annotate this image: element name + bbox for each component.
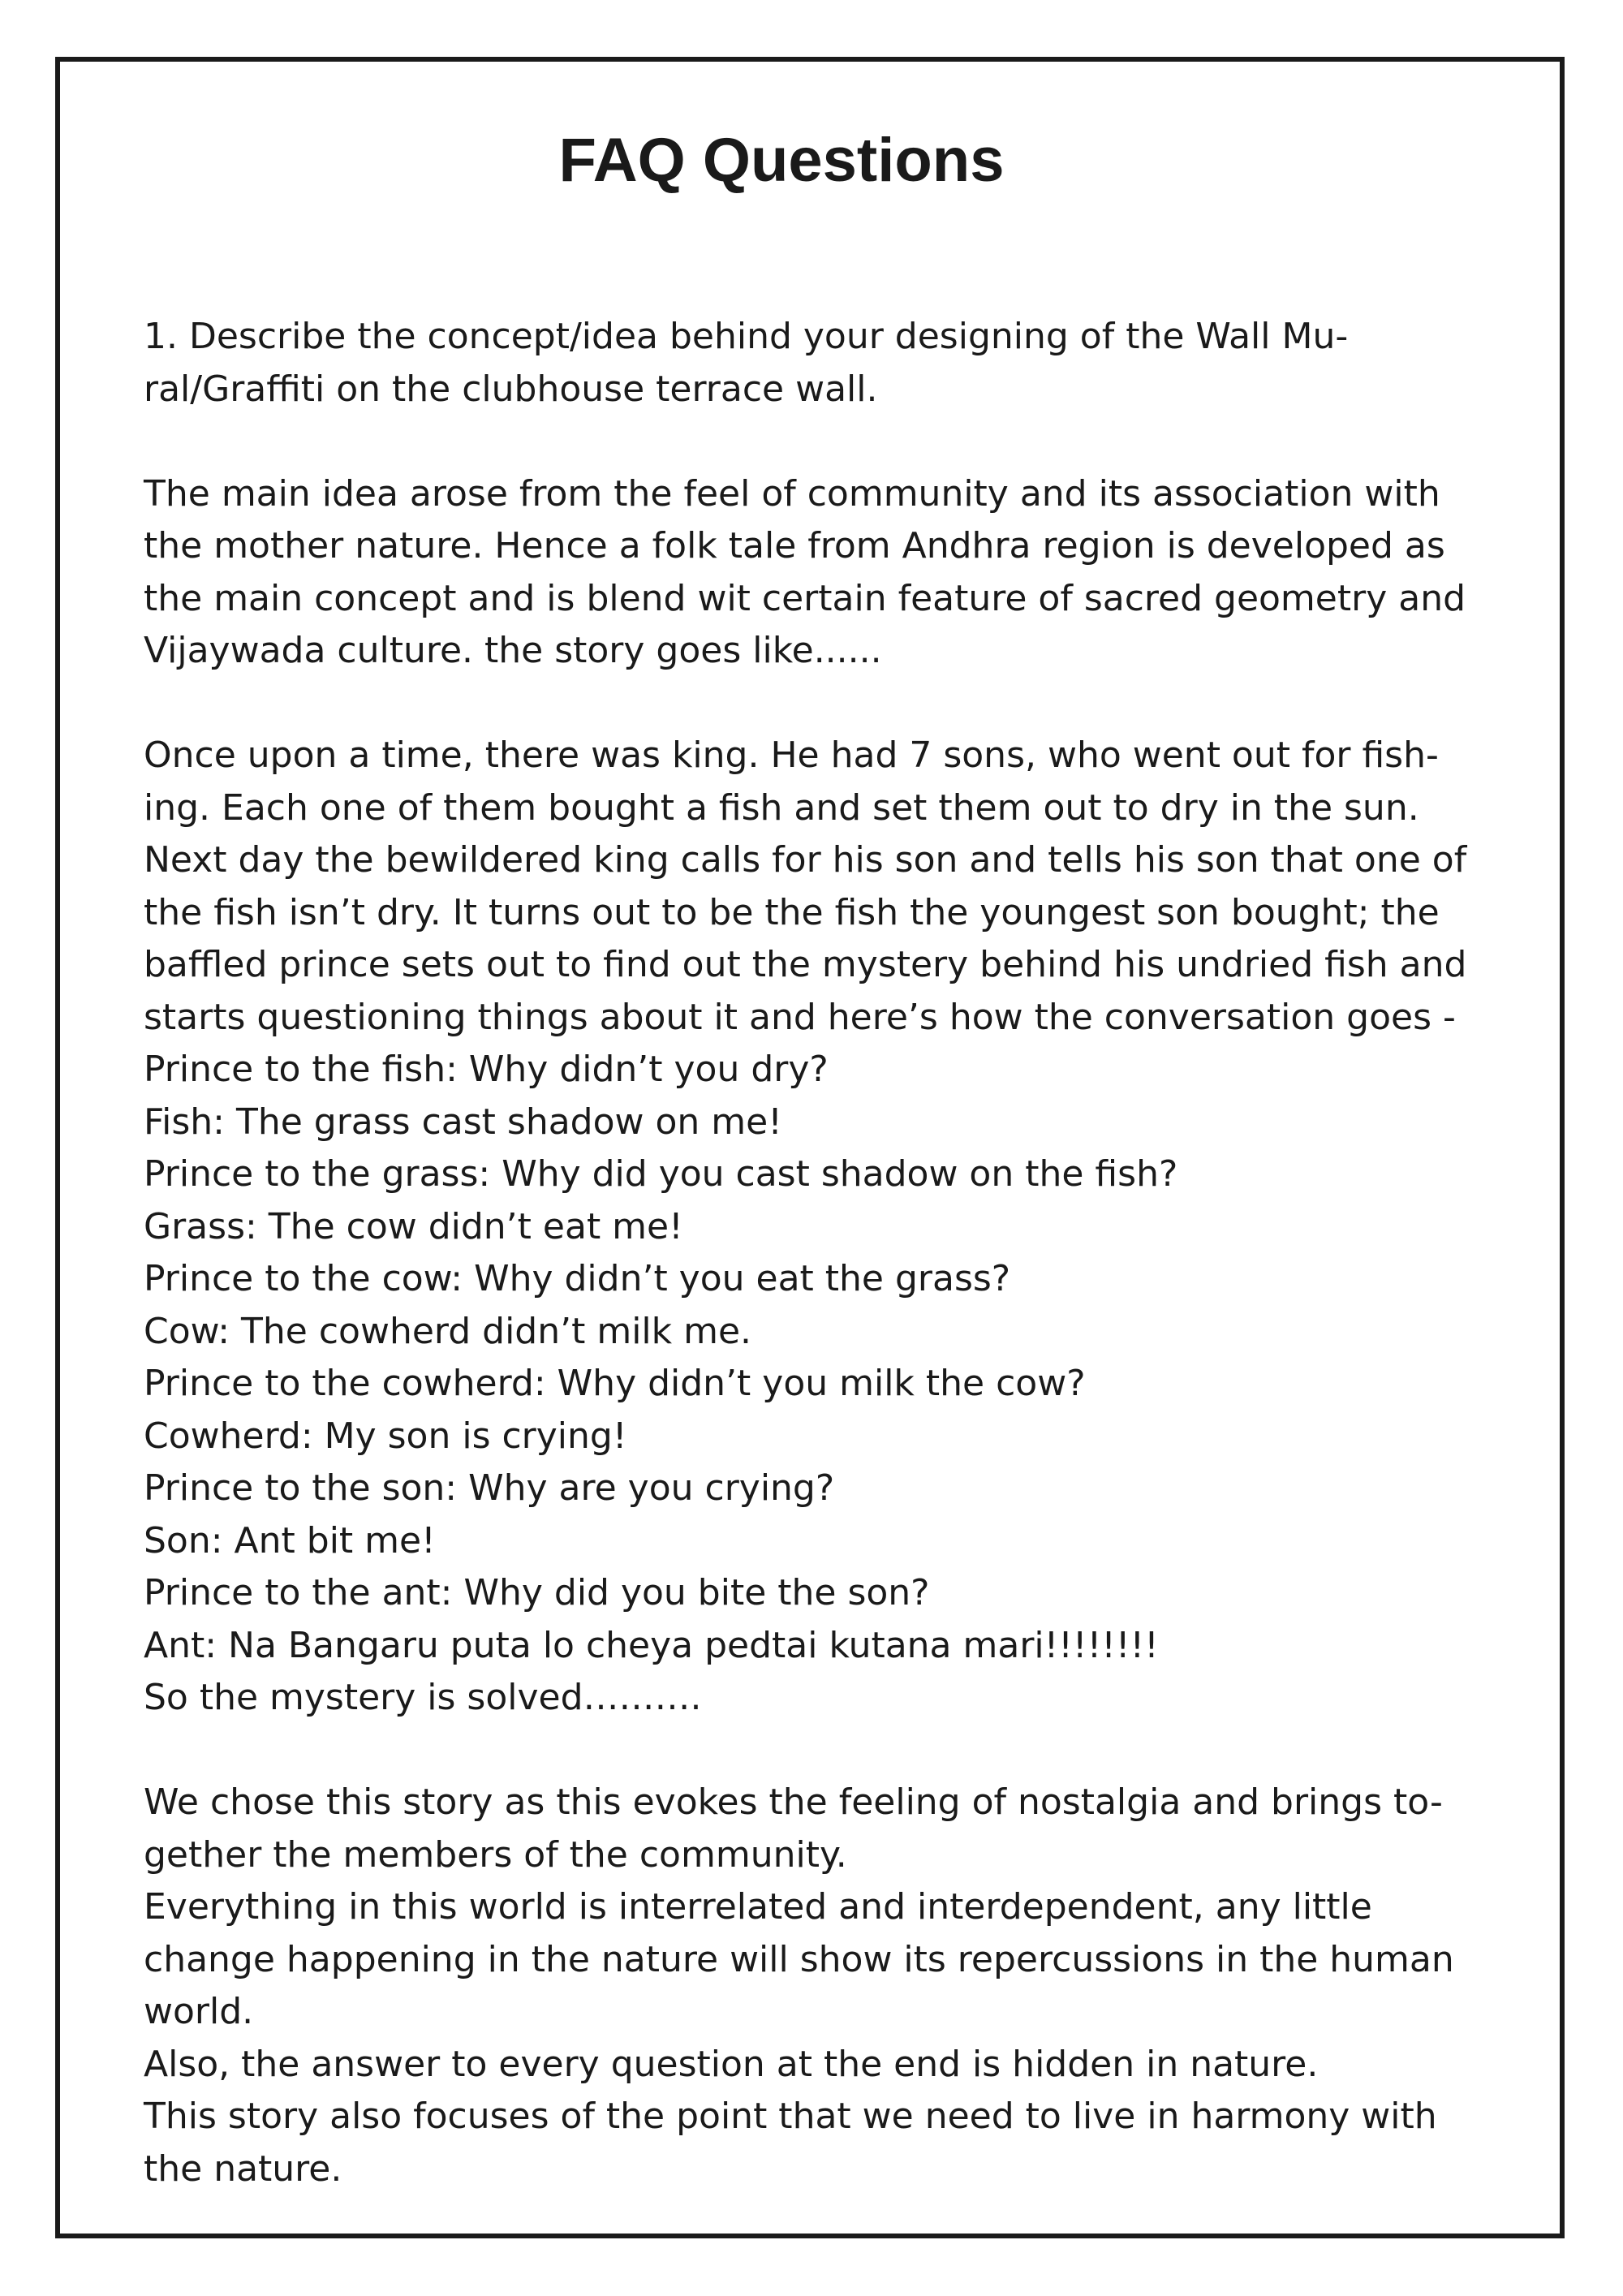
story-ending-line: So the mystery is solved………. (144, 1677, 702, 1718)
paragraph-gap (144, 678, 1523, 730)
faq-content (144, 311, 1523, 2195)
intro-line: the main concept and is blend wit certain feature of sacred geometry and (144, 577, 1466, 619)
paragraph-gap (144, 1725, 1523, 1777)
conclusion-line: world. (144, 1991, 254, 2032)
story-line: baffled prince sets out to find out the mystery behind his undried fish and (144, 944, 1467, 985)
story-line: the fish isn’t dry. It turns out to be the fish the youngest son bought; the (144, 891, 1440, 933)
story-line: Next day the bewildered king calls for his son and tells his son that one of (144, 839, 1467, 881)
question-line: ral/Graffiti on the clubhouse terrace wall. (144, 368, 878, 410)
dialogue-line: Prince to the ant: Why did you bite the son? (144, 1572, 930, 1613)
story-line: Once upon a time, there was king. He had 7 sons, who went out for fish- (144, 734, 1439, 776)
story-paragraph (144, 730, 1523, 1725)
story-line: starts questioning things about it and here’s how the conversation goes - (144, 996, 1456, 1038)
conclusion-line: We chose this story as this evokes the feeling of nostalgia and brings to- (144, 1781, 1443, 1823)
dialogue-line: Ant: Na Bangaru puta lo cheya pedtai kutana mari!!!!!!!! (144, 1624, 1159, 1666)
paragraph-gap (144, 416, 1523, 468)
dialogue-line: Fish: The grass cast shadow on me! (144, 1101, 782, 1143)
intro-line: Vijaywada culture. the story goes like...... (144, 630, 882, 671)
dialogue-line: Prince to the cow: Why didn’t you eat the grass? (144, 1258, 1011, 1299)
dialogue-line: Grass: The cow didn’t eat me! (144, 1205, 683, 1247)
dialogue-line: Prince to the fish: Why didn’t you dry? (144, 1049, 829, 1090)
intro-paragraph (144, 468, 1523, 678)
conclusion-line: Also, the answer to every question at the end is hidden in nature. (144, 2043, 1319, 2085)
intro-line: the mother nature. Hence a folk tale from Andhra region is developed as (144, 525, 1445, 566)
intro-line: The main idea arose from the feel of community and its association with (144, 472, 1440, 515)
question-line: 1. Describe the concept/idea behind your designing of the Wall Mu- (144, 316, 1349, 357)
page-title: FAQ Questions (558, 126, 1005, 195)
conclusion-line: the nature. (144, 2147, 342, 2190)
conclusion-line: Everything in this world is interrelated and interdependent, any little (144, 1886, 1372, 1928)
dialogue-line: Prince to the cowherd: Why didn’t you milk the cow? (144, 1363, 1086, 1404)
dialogue-line: Prince to the grass: Why did you cast shadow on the fish? (144, 1153, 1178, 1195)
conclusion-paragraph (144, 1777, 1523, 2195)
question-block (144, 311, 1523, 416)
story-line: ing. Each one of them bought a fish and set them out to dry in the sun. (144, 786, 1419, 829)
dialogue-line: Son: Ant bit me! (144, 1519, 436, 1562)
dialogue-line: Cow: The cowherd didn’t milk me. (144, 1310, 752, 1352)
dialogue-line: Cowherd: My son is crying! (144, 1415, 627, 1457)
dialogue-line: Prince to the son: Why are you crying? (144, 1467, 835, 1509)
conclusion-line: change happening in the nature will show its repercussions in the human (144, 1938, 1454, 1980)
conclusion-line: This story also focuses of the point that we need to live in harmony with (144, 2096, 1437, 2137)
conclusion-line: gether the members of the community. (144, 1833, 847, 1876)
